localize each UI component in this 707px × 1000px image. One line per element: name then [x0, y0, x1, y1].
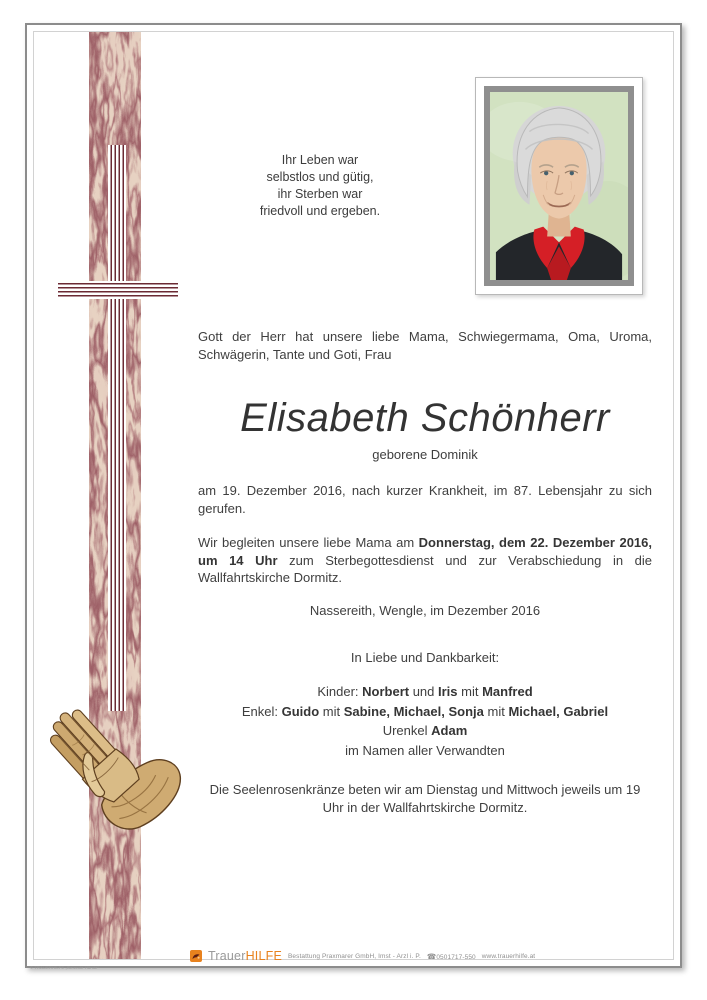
deceased-name: Elisabeth Schönherr: [240, 396, 610, 440]
rosary-paragraph: Die Seelenrosenkränze beten wir am Dienstag und Mittwoch jeweils um 19 Uhr in der Wallfahrtskirche Dormitz.: [209, 782, 641, 815]
website-text: www.trauerhilfe.at: [481, 952, 536, 960]
brand-name: [208, 949, 282, 963]
cross-horizontal-bar: [58, 281, 178, 299]
family-line-relatives: im Namen aller Verwandten: [345, 742, 505, 758]
portrait-photo: [490, 92, 628, 280]
verse-line: friedvoll und ergeben.: [259, 203, 381, 218]
trauerhilfe-logo-icon: [190, 950, 202, 962]
death-paragraph: am 19. Dezember 2016, nach kurzer Krankheit, im 87. Lebensjahr zu sich gerufen.: [198, 483, 652, 516]
brand-hilfe: HILFE: [245, 949, 282, 963]
verse-line: Ihr Leben war: [281, 153, 359, 167]
intro-paragraph: Gott der Herr hat unsere liebe Mama, Schwiegermama, Oma, Uroma, Schwägerin, Tante und Goti, Frau: [198, 329, 652, 362]
memorial-card: [25, 23, 682, 968]
portrait-photo-mat: [475, 77, 643, 295]
memorial-verse: [198, 152, 442, 220]
brand-trauer: Trauer: [208, 949, 246, 963]
portrait-photo-frame: [484, 86, 634, 286]
phone-icon: ☎: [426, 951, 437, 961]
family-line-grandchildren: Enkel: Guido mit Sabine, Michael, Sonja mit Michael, Gabriel: [241, 703, 609, 719]
cross-vertical-bar: [108, 145, 126, 711]
verse-line: selbstlos und gütig,: [266, 169, 374, 184]
image-credit: © TRAUERHILFE „Betende Hände“: [30, 965, 100, 970]
family-line-children: Kinder: Norbert und Iris mit Manfred: [317, 684, 533, 699]
funeral-paragraph: Wir begleiten unsere liebe Mama am Donnerstag, dem 22. Dezember 2016, um 14 Uhr zum Sterbegottesdienst und zur Verabschiedung in die Wallfahrtskirche Dormitz.: [198, 535, 652, 586]
verse-line: ihr Sterben war: [277, 186, 363, 201]
phone-number: 0501717-550: [436, 953, 476, 961]
family-line-greatgrandchild: Urenkel Adam: [382, 723, 468, 738]
gratitude-line: In Liebe und Dankbarkeit:: [350, 650, 500, 665]
family-list: [198, 682, 652, 760]
funeral-home-footer: [190, 946, 535, 966]
maiden-name: geborene Dominik: [372, 447, 478, 462]
place-date-line: Nassereith, Wengle, im Dezember 2016: [309, 603, 541, 618]
praying-hands-icon: [37, 685, 187, 850]
phone-line: [427, 952, 476, 961]
company-details: Bestattung Praxmarer GmbH, Imst - Arzl i. P.: [288, 952, 421, 960]
